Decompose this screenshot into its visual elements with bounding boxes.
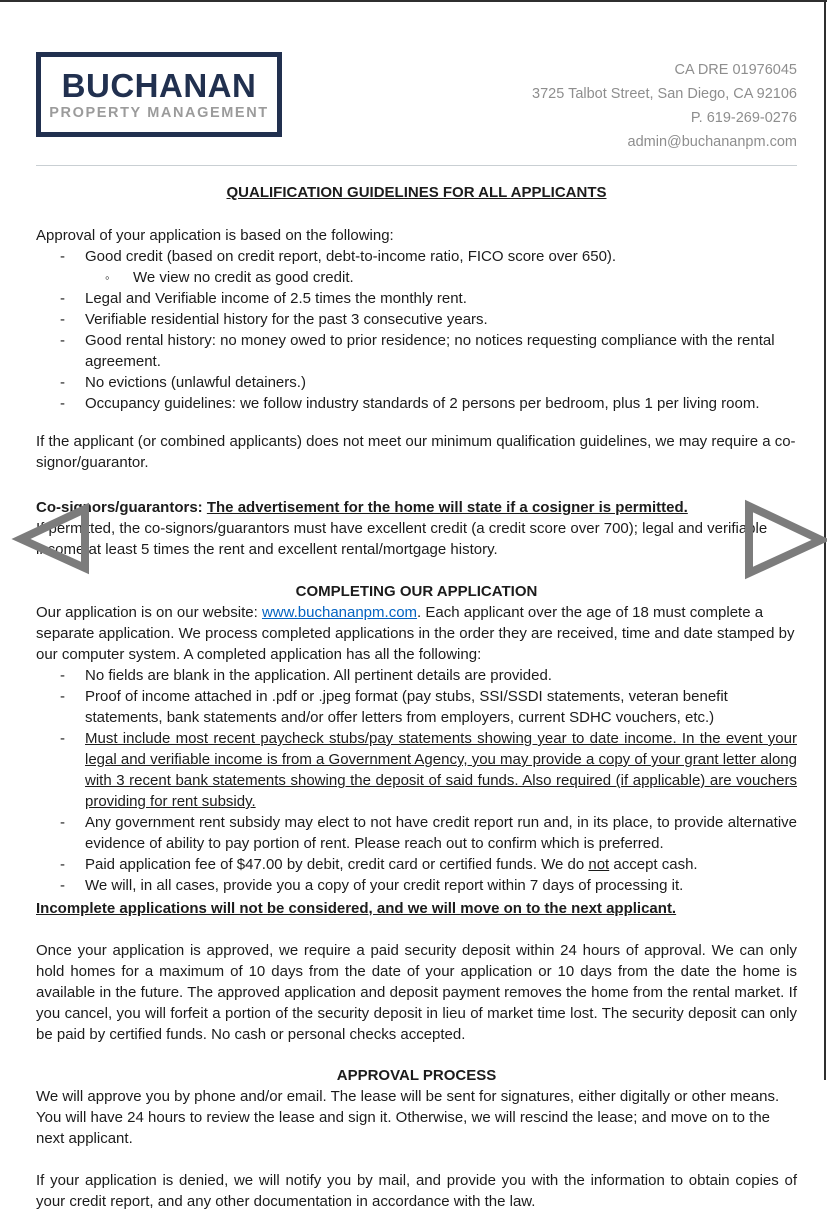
contact-line-address: 3725 Talbot Street, San Diego, CA 92106	[532, 86, 797, 102]
page-title: QUALIFICATION GUIDELINES FOR ALL APPLICANTS	[226, 184, 607, 201]
list-item	[36, 246, 797, 267]
next-page-button[interactable]	[742, 501, 826, 579]
intro-pre: Our application is on our website:	[36, 604, 262, 621]
list-item-text: Legal and Verifiable income of 2.5 times the monthly rent.	[85, 290, 467, 307]
cosigner-note: If the applicant (or combined applicants) does not meet our minimum qualification guidelines, we may require a co-signor/guarantor.	[36, 433, 796, 471]
list-item	[36, 330, 797, 372]
completing-intro	[36, 602, 797, 665]
approval-process-p2: If your application is denied, we will notify you by mail, and provide you with the information to obtain copies of your credit report, and any other documentation in accordance with the law.	[36, 1172, 797, 1210]
contact-line-phone: P. 619-269-0276	[690, 110, 797, 126]
completed-application-list	[36, 665, 797, 896]
cosigners-statement: The advertisement for the home will state if a cosigner is permitted.	[206, 499, 688, 516]
list-item-text: No fields are blank in the application. All pertinent details are provided.	[85, 667, 552, 684]
list-item	[36, 288, 797, 309]
list-item	[36, 665, 797, 686]
chevron-left-icon	[14, 504, 92, 574]
document-header	[36, 52, 797, 154]
list-item	[36, 854, 797, 875]
bullet-marker: -	[60, 856, 65, 873]
list-item-text: We view no credit as good credit.	[133, 269, 354, 286]
contact-line-email: admin@buchananpm.com	[627, 134, 797, 150]
bullet-marker: -	[60, 395, 65, 412]
cosigners-lead: Co-signors/guarantors:	[36, 499, 207, 516]
approval-criteria-list	[36, 246, 797, 414]
list-item-text: Must include most recent paycheck stubs/pay statements showing year to date income. In the event your legal and verifiable income is from a Government Agency, you may provide a copy of your grant letter along with 3 recent bank statements showing the deposit of said funds. Also required (if applicable) are vouchers providing for rent subsidy.	[85, 730, 797, 810]
website-link[interactable]: www.buchananpm.com	[261, 604, 418, 621]
logo-company-name: BUCHANAN	[61, 66, 257, 104]
list-item-text: Good credit (based on credit report, debt-to-income ratio, FICO score over 650).	[85, 248, 617, 265]
contact-info	[532, 52, 797, 154]
list-item	[36, 267, 797, 288]
bullet-marker: -	[60, 730, 65, 747]
list-item	[36, 686, 797, 728]
bullet-marker: -	[60, 877, 65, 894]
header-divider	[36, 165, 797, 166]
deposit-paragraph: Once your application is approved, we require a paid security deposit within 24 hours of approval. We can only hold homes for a maximum of 10 days from the date of your application or 10 days from the date the home is available in the future. The approved application and deposit payment removes the home from the rental market. If you cancel, you will forfeit a portion of the security deposit in lieu of market time lost. The security deposit can only be paid by certified funds. No cash or personal checks accepted.	[36, 942, 797, 1043]
list-item-text: Good rental history: no money owed to prior residence; no notices requesting compliance with the rental agreement.	[85, 332, 775, 370]
list-item	[36, 393, 797, 414]
chevron-right-icon	[742, 501, 826, 579]
company-logo	[36, 52, 282, 137]
bullet-marker: -	[60, 248, 65, 265]
incomplete-warning: Incomplete applications will not be considered, and we will move on to the next applicant.	[36, 900, 677, 917]
page-top-edge	[0, 0, 827, 2]
list-item-text: No evictions (unlawful detainers.)	[85, 374, 306, 391]
bullet-marker: -	[60, 814, 65, 831]
approval-process-heading: APPROVAL PROCESS	[336, 1067, 497, 1084]
intro-post: . Each applicant over the age of 18 must complete a separate application. We process completed applications in the order they are received, time and date stamped by our computer system. A completed application has all the following:	[36, 604, 795, 663]
fee-not-underlined: not	[588, 856, 610, 873]
logo-subtitle: PROPERTY MANAGEMENT	[49, 104, 269, 121]
completing-heading: COMPLETING OUR APPLICATION	[295, 583, 538, 600]
bullet-marker: -	[60, 667, 65, 684]
list-item-text: Verifiable residential history for the past 3 consecutive years.	[85, 311, 488, 328]
bullet-marker: ◦	[105, 270, 110, 285]
list-item	[36, 875, 797, 896]
bullet-marker: -	[60, 290, 65, 307]
approval-process-p1: We will approve you by phone and/or email. The lease will be sent for signatures, either digitally or other means. You will have 24 hours to review the lease and sign it. Otherwise, we will rescind the lease; and move on to the next applicant.	[36, 1088, 780, 1147]
bullet-marker: -	[60, 688, 65, 705]
cosigners-paragraph	[36, 497, 797, 560]
prev-page-button[interactable]	[14, 504, 92, 574]
approval-intro: Approval of your application is based on the following:	[36, 227, 394, 244]
list-item-text: Occupancy guidelines: we follow industry standards of 2 persons per bedroom, plus 1 per living room.	[85, 395, 760, 412]
bullet-marker: -	[60, 374, 65, 391]
list-item-text: Proof of income attached in .pdf or .jpeg format (pay stubs, SSI/SSDI statements, veteran benefit statements, bank statements and/or offer letters from employers, current SDHC vouchers, etc.)	[85, 688, 728, 726]
list-item	[36, 309, 797, 330]
list-item-text: accept cash.	[609, 856, 698, 873]
bullet-marker: -	[60, 332, 65, 349]
list-item-text: Any government rent subsidy may elect to not have credit report run and, in its place, to provide alternative evidence of ability to pay portion of rent. Please reach out to confirm which is preferred.	[85, 814, 797, 852]
list-item-text: Paid application fee of $47.00 by debit, credit card or certified funds. We do	[85, 856, 589, 873]
list-item	[36, 812, 797, 854]
list-item	[36, 728, 797, 812]
bullet-marker: -	[60, 311, 65, 328]
cosigners-detail: If permitted, the co-signors/guarantors must have excellent credit (a credit score over 700); legal and verifiable income at least 5 times the rent and excellent rental/mortgage history.	[36, 520, 768, 558]
list-item-text: We will, in all cases, provide you a copy of your credit report within 7 days of processing it.	[85, 877, 684, 894]
contact-line-dre: CA DRE 01976045	[674, 62, 797, 78]
list-item	[36, 372, 797, 393]
